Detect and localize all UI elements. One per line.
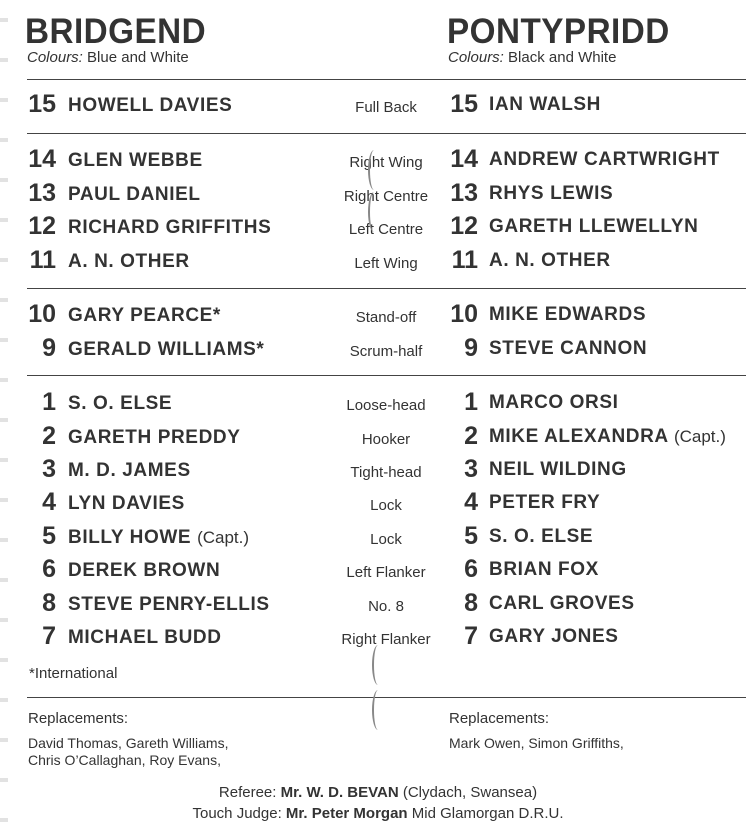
away-player-number: 11: [451, 246, 478, 274]
away-player-name-text: BRIAN FOX: [489, 559, 599, 580]
home-player-name-text: PAUL DANIEL: [68, 184, 201, 205]
home-player-number: 4: [42, 488, 56, 516]
home-player-name-text: GARY PEARCE*: [68, 305, 221, 326]
home-player-name-text: HOWELL DAVIES: [68, 95, 233, 116]
away-player-number: 6: [464, 555, 478, 583]
home-player-name-text: M. D. JAMES: [68, 460, 191, 481]
away-player-number: 12: [450, 212, 478, 240]
home-player-number: 14: [28, 145, 56, 173]
home-player-name: [68, 595, 270, 614]
away-captain-marker: (Capt.): [673, 427, 726, 446]
home-player-number: 8: [42, 589, 56, 617]
away-team-name: PONTYPRIDD: [447, 12, 670, 51]
away-player-number: 2: [464, 422, 478, 450]
home-player-name-text: GERALD WILLIAMS*: [68, 339, 265, 360]
position-label: Lock: [370, 531, 402, 548]
away-player-name: [489, 184, 613, 203]
away-player-name-text: MIKE EDWARDS: [489, 304, 647, 325]
position-label: Loose-head: [346, 397, 426, 414]
away-player-name: [489, 251, 611, 270]
binding-hole-mark: [372, 690, 384, 730]
away-player-name: [489, 560, 599, 579]
home-player-name: [68, 628, 222, 647]
home-player-name: [68, 306, 221, 325]
home-player-name-text: MICHAEL BUDD: [68, 627, 222, 648]
away-team-colours: Colours: Black and White: [448, 49, 617, 66]
home-captain-marker: (Capt.): [197, 528, 250, 547]
away-player-name: [489, 393, 619, 412]
away-replacements-label: Replacements:: [449, 710, 550, 727]
away-player-name-text: MIKE ALEXANDRA: [489, 426, 669, 447]
home-player-number: 7: [42, 622, 56, 650]
binding-hole-mark: [368, 192, 380, 232]
home-player-number: 12: [28, 212, 56, 240]
home-player-name-text: S. O. ELSE: [68, 393, 173, 414]
position-label: No. 8: [368, 598, 404, 615]
away-player-number: 3: [464, 455, 478, 483]
divider-fullback: [27, 133, 746, 134]
position-label: Stand-off: [355, 309, 417, 326]
home-player-name: [68, 528, 249, 547]
position-label: Full Back: [355, 99, 417, 116]
away-player-number: 9: [464, 334, 478, 362]
away-player-number: 14: [450, 145, 478, 173]
home-player-name: [68, 461, 191, 480]
home-player-number: 6: [42, 555, 56, 583]
away-player-name: [489, 339, 647, 358]
away-player-number: 4: [464, 488, 478, 516]
away-player-name-text: ANDREW CARTWRIGHT: [489, 149, 720, 170]
home-player-name: [68, 494, 185, 513]
home-player-name-text: DEREK BROWN: [68, 560, 221, 581]
away-player-number: 15: [450, 90, 478, 118]
home-player-name: [68, 185, 201, 204]
away-player-name: [489, 527, 593, 546]
home-player-name: [68, 340, 264, 359]
away-player-name-text: MARCO ORSI: [489, 392, 619, 413]
home-replacements-line1: David Thomas, Gareth Williams,: [28, 735, 229, 751]
home-player-name: [68, 561, 220, 580]
referee-line: Referee: Mr. W. D. BEVAN (Clydach, Swansea): [218, 784, 538, 801]
divider-threequarters: [27, 288, 746, 289]
home-player-number: 2: [42, 422, 56, 450]
home-player-name-text: GLEN WEBBE: [68, 150, 203, 171]
away-player-number: 1: [464, 388, 478, 416]
home-player-number: 5: [42, 522, 56, 550]
away-player-name-text: GARETH LLEWELLYN: [489, 216, 699, 237]
binding-hole-mark: [368, 150, 380, 190]
away-player-name: [489, 150, 720, 169]
home-player-name: [68, 96, 232, 115]
away-player-number: 7: [464, 622, 478, 650]
divider-forwards: [27, 697, 746, 698]
home-player-number: 13: [28, 179, 56, 207]
position-label: Scrum-half: [349, 343, 423, 360]
position-label: Lock: [370, 497, 402, 514]
away-player-name-text: PETER FRY: [489, 492, 601, 513]
binding-hole-mark: [372, 645, 384, 685]
home-player-name-text: RICHARD GRIFFITHS: [68, 217, 272, 238]
home-player-name-text: GARETH PREDDY: [68, 427, 241, 448]
away-player-name: [489, 594, 635, 613]
away-player-name: [489, 95, 601, 114]
home-player-number: 3: [42, 455, 56, 483]
home-player-number: 9: [42, 334, 56, 362]
divider-halfbacks: [27, 375, 746, 376]
away-player-name: [489, 427, 726, 446]
home-replacements-label: Replacements:: [28, 710, 129, 727]
home-player-name-text: A. N. OTHER: [68, 251, 190, 272]
position-label: Left Centre: [348, 221, 424, 238]
home-player-name-text: BILLY HOWE: [68, 527, 192, 548]
away-player-name: [489, 460, 627, 479]
away-player-number: 8: [464, 589, 478, 617]
away-player-name: [489, 217, 698, 236]
home-player-number: 10: [28, 300, 56, 328]
position-label: Hooker: [361, 431, 411, 448]
touch-judge-line: Touch Judge: Mr. Peter Morgan Mid Glamorgan D.R.U.: [192, 805, 564, 822]
home-player-number: 15: [28, 90, 56, 118]
away-player-name: [489, 627, 619, 646]
away-player-number: 5: [464, 522, 478, 550]
away-player-name-text: NEIL WILDING: [489, 459, 627, 480]
position-label: Left Flanker: [346, 564, 426, 581]
home-player-number: 1: [42, 388, 56, 416]
home-team-name: BRIDGEND: [25, 12, 207, 51]
home-player-number: 11: [29, 246, 56, 274]
position-label: Right Flanker: [341, 631, 431, 648]
home-player-name: [68, 252, 190, 271]
away-player-name: [489, 493, 600, 512]
home-team-colours: Colours: Blue and White: [27, 49, 189, 66]
position-label: Left Wing: [354, 255, 418, 272]
divider-header: [27, 79, 746, 80]
away-player-name-text: A. N. OTHER: [489, 250, 611, 271]
home-player-name: [68, 218, 271, 237]
away-player-number: 13: [450, 179, 478, 207]
home-replacements-line2: Chris O’Callaghan, Roy Evans,: [28, 752, 221, 768]
away-player-name-text: GARY JONES: [489, 626, 619, 647]
international-note: *International: [29, 665, 118, 682]
position-label: Right Wing: [349, 154, 423, 171]
away-player-name-text: STEVE CANNON: [489, 338, 648, 359]
home-player-name-text: STEVE PENRY-ELLIS: [68, 594, 270, 615]
away-player-name-text: RHYS LEWIS: [489, 183, 614, 204]
position-label: Tight-head: [350, 464, 422, 481]
binding-edge: [0, 0, 8, 831]
home-player-name: [68, 428, 240, 447]
home-player-name: [68, 394, 172, 413]
away-player-number: 10: [450, 300, 478, 328]
home-player-name: [68, 151, 203, 170]
away-player-name: [489, 305, 646, 324]
position-label: Right Centre: [343, 188, 429, 205]
away-player-name-text: IAN WALSH: [489, 94, 602, 115]
home-player-name-text: LYN DAVIES: [68, 493, 185, 514]
away-player-name-text: CARL GROVES: [489, 593, 635, 614]
away-player-name-text: S. O. ELSE: [489, 526, 594, 547]
away-replacements-line1: Mark Owen, Simon Griffiths,: [449, 735, 624, 751]
